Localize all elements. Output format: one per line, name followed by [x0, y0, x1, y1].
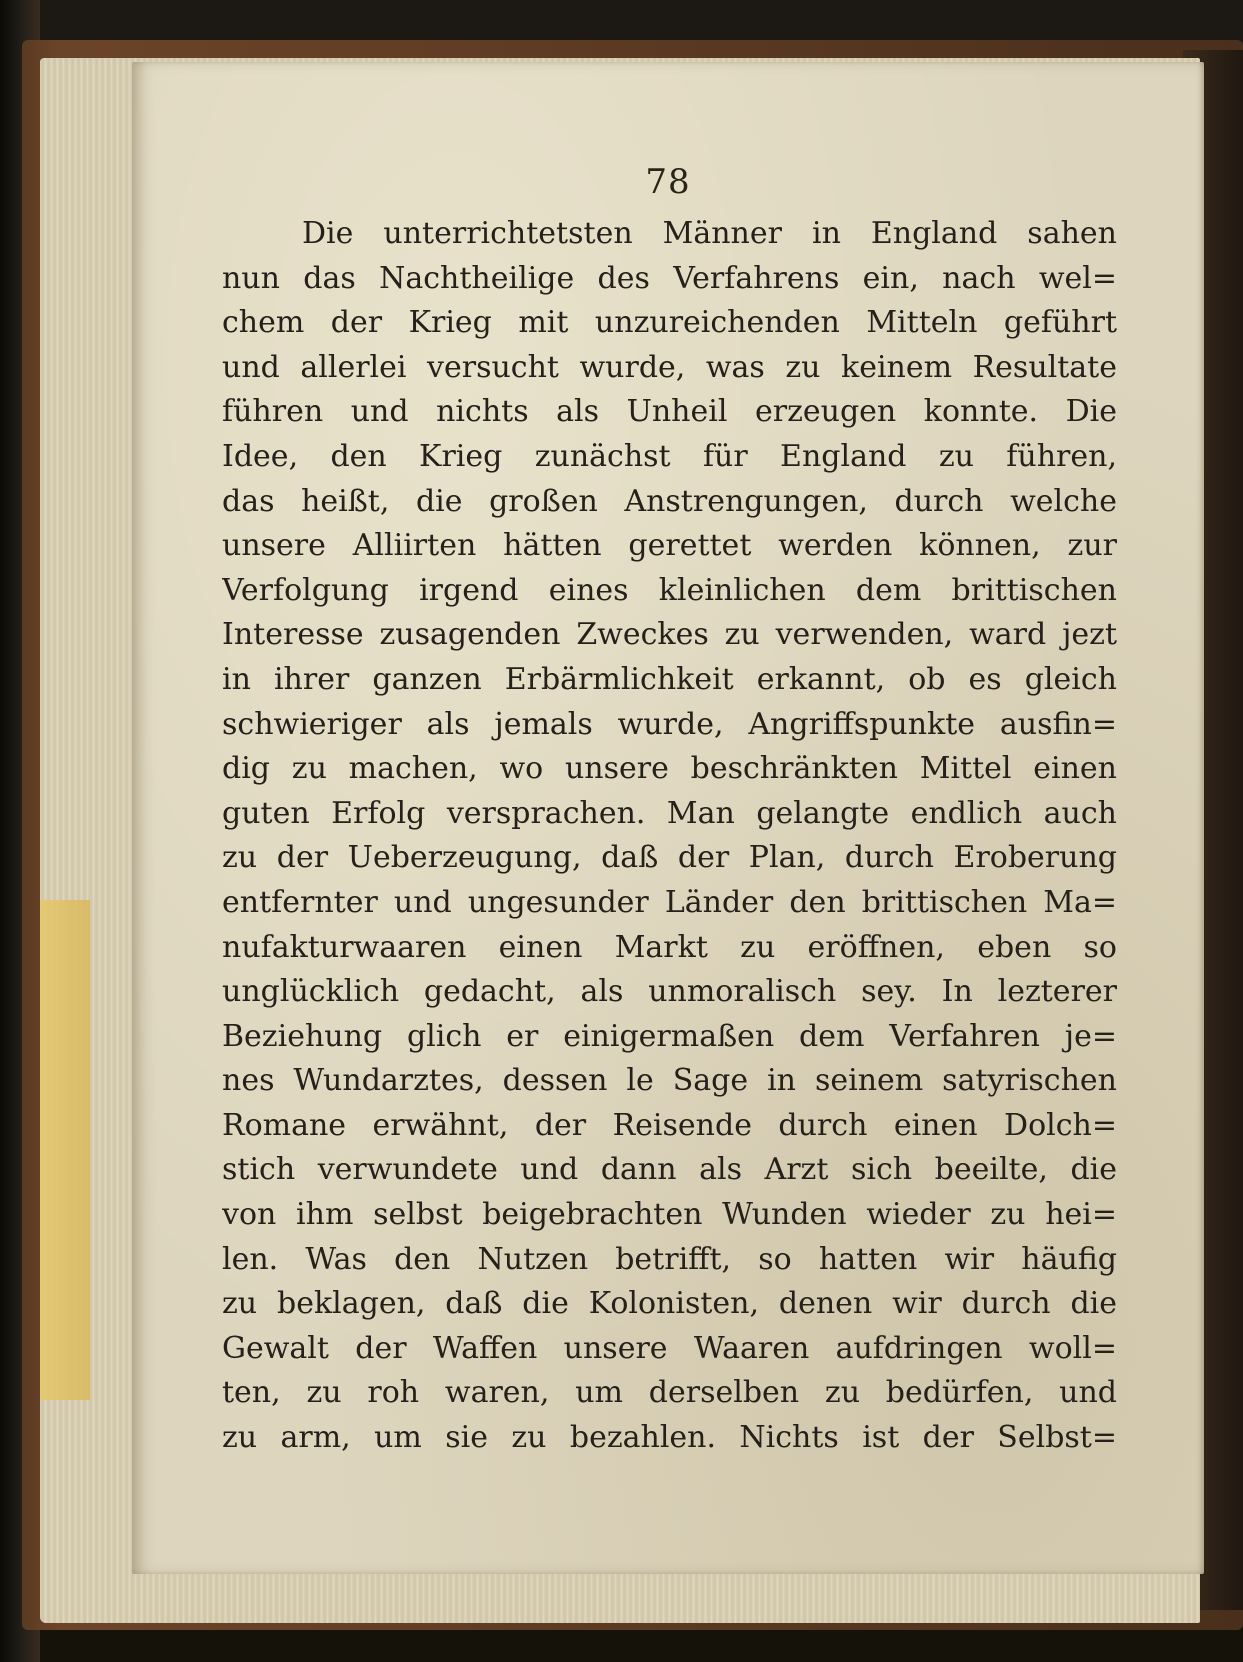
text-line: chem der Krieg mit unzureichenden Mitteln geführt [222, 305, 1117, 341]
text-line: nun das Nachtheilige des Verfahrens ein, nach wel= [222, 260, 1117, 296]
text-line: und allerlei versucht wurde, was zu keinem Resultate [222, 349, 1117, 385]
text-line: in ihrer ganzen Erbärmlichkeit erkannt, ob es gleich [222, 661, 1117, 697]
text-line: ten, zu roh waren, um derselben zu bedürfen, und [222, 1375, 1117, 1411]
text-line: das heißt, die großen Anstrengungen, durch welche [222, 483, 1117, 519]
text-line: Die unterrichtetsten Männer in England sahen [302, 216, 1117, 251]
text-line: stich verwundete und dann als Arzt sich beeilte, die [222, 1152, 1117, 1188]
text-line: entfernter und ungesunder Länder den brittischen Ma= [222, 884, 1117, 920]
text-line: schwieriger als jemals wurde, Angriffspunkte ausfin= [222, 706, 1117, 742]
text-line: Romane erwähnt, der Reisende durch einen Dolch= [222, 1107, 1117, 1143]
book-page [132, 62, 1204, 1574]
text-line: zu der Ueberzeugung, daß der Plan, durch Eroberung [222, 840, 1117, 876]
text-line: zu beklagen, daß die Kolonisten, denen wir durch die [222, 1286, 1117, 1322]
text-line: nes Wundarztes, dessen le Sage in seinem satyrischen [222, 1063, 1117, 1099]
text-line: von ihm selbst beigebrachten Wunden wieder zu hei= [222, 1197, 1117, 1233]
text-line: Verfolgung irgend eines kleinlichen dem brittischen [222, 572, 1117, 608]
text-line: dig zu machen, wo unsere beschränkten Mittel einen [222, 751, 1117, 787]
text-line: Gewalt der Waffen unsere Waaren aufdringen woll= [222, 1330, 1117, 1366]
body-text [222, 212, 1117, 1461]
text-line: len. Was den Nutzen betrifft, so hatten wir häufig [222, 1241, 1117, 1277]
text-line: Interesse zusagenden Zweckes zu verwenden, ward jezt [222, 617, 1117, 653]
text-line: guten Erfolg versprachen. Man gelangte endlich auch [222, 795, 1117, 831]
text-line: führen und nichts als Unheil erzeugen konnte. Die [222, 394, 1117, 430]
text-line: Beziehung glich er einigermaßen dem Verfahren je= [222, 1018, 1117, 1054]
page-stack-bookmark [40, 900, 90, 1400]
text-line: nufakturwaaren einen Markt zu eröffnen, eben so [222, 929, 1117, 965]
text-line: zu arm, um sie zu bezahlen. Nichts ist der Selbst= [222, 1420, 1117, 1456]
page-number: 78 [645, 162, 691, 202]
text-line: unglücklich gedacht, als unmoralisch sey. In lezterer [222, 974, 1117, 1010]
text-line: unsere Alliirten hätten gerettet werden können, zur [222, 528, 1117, 564]
text-line: Idee, den Krieg zunächst für England zu führen, [222, 438, 1117, 474]
